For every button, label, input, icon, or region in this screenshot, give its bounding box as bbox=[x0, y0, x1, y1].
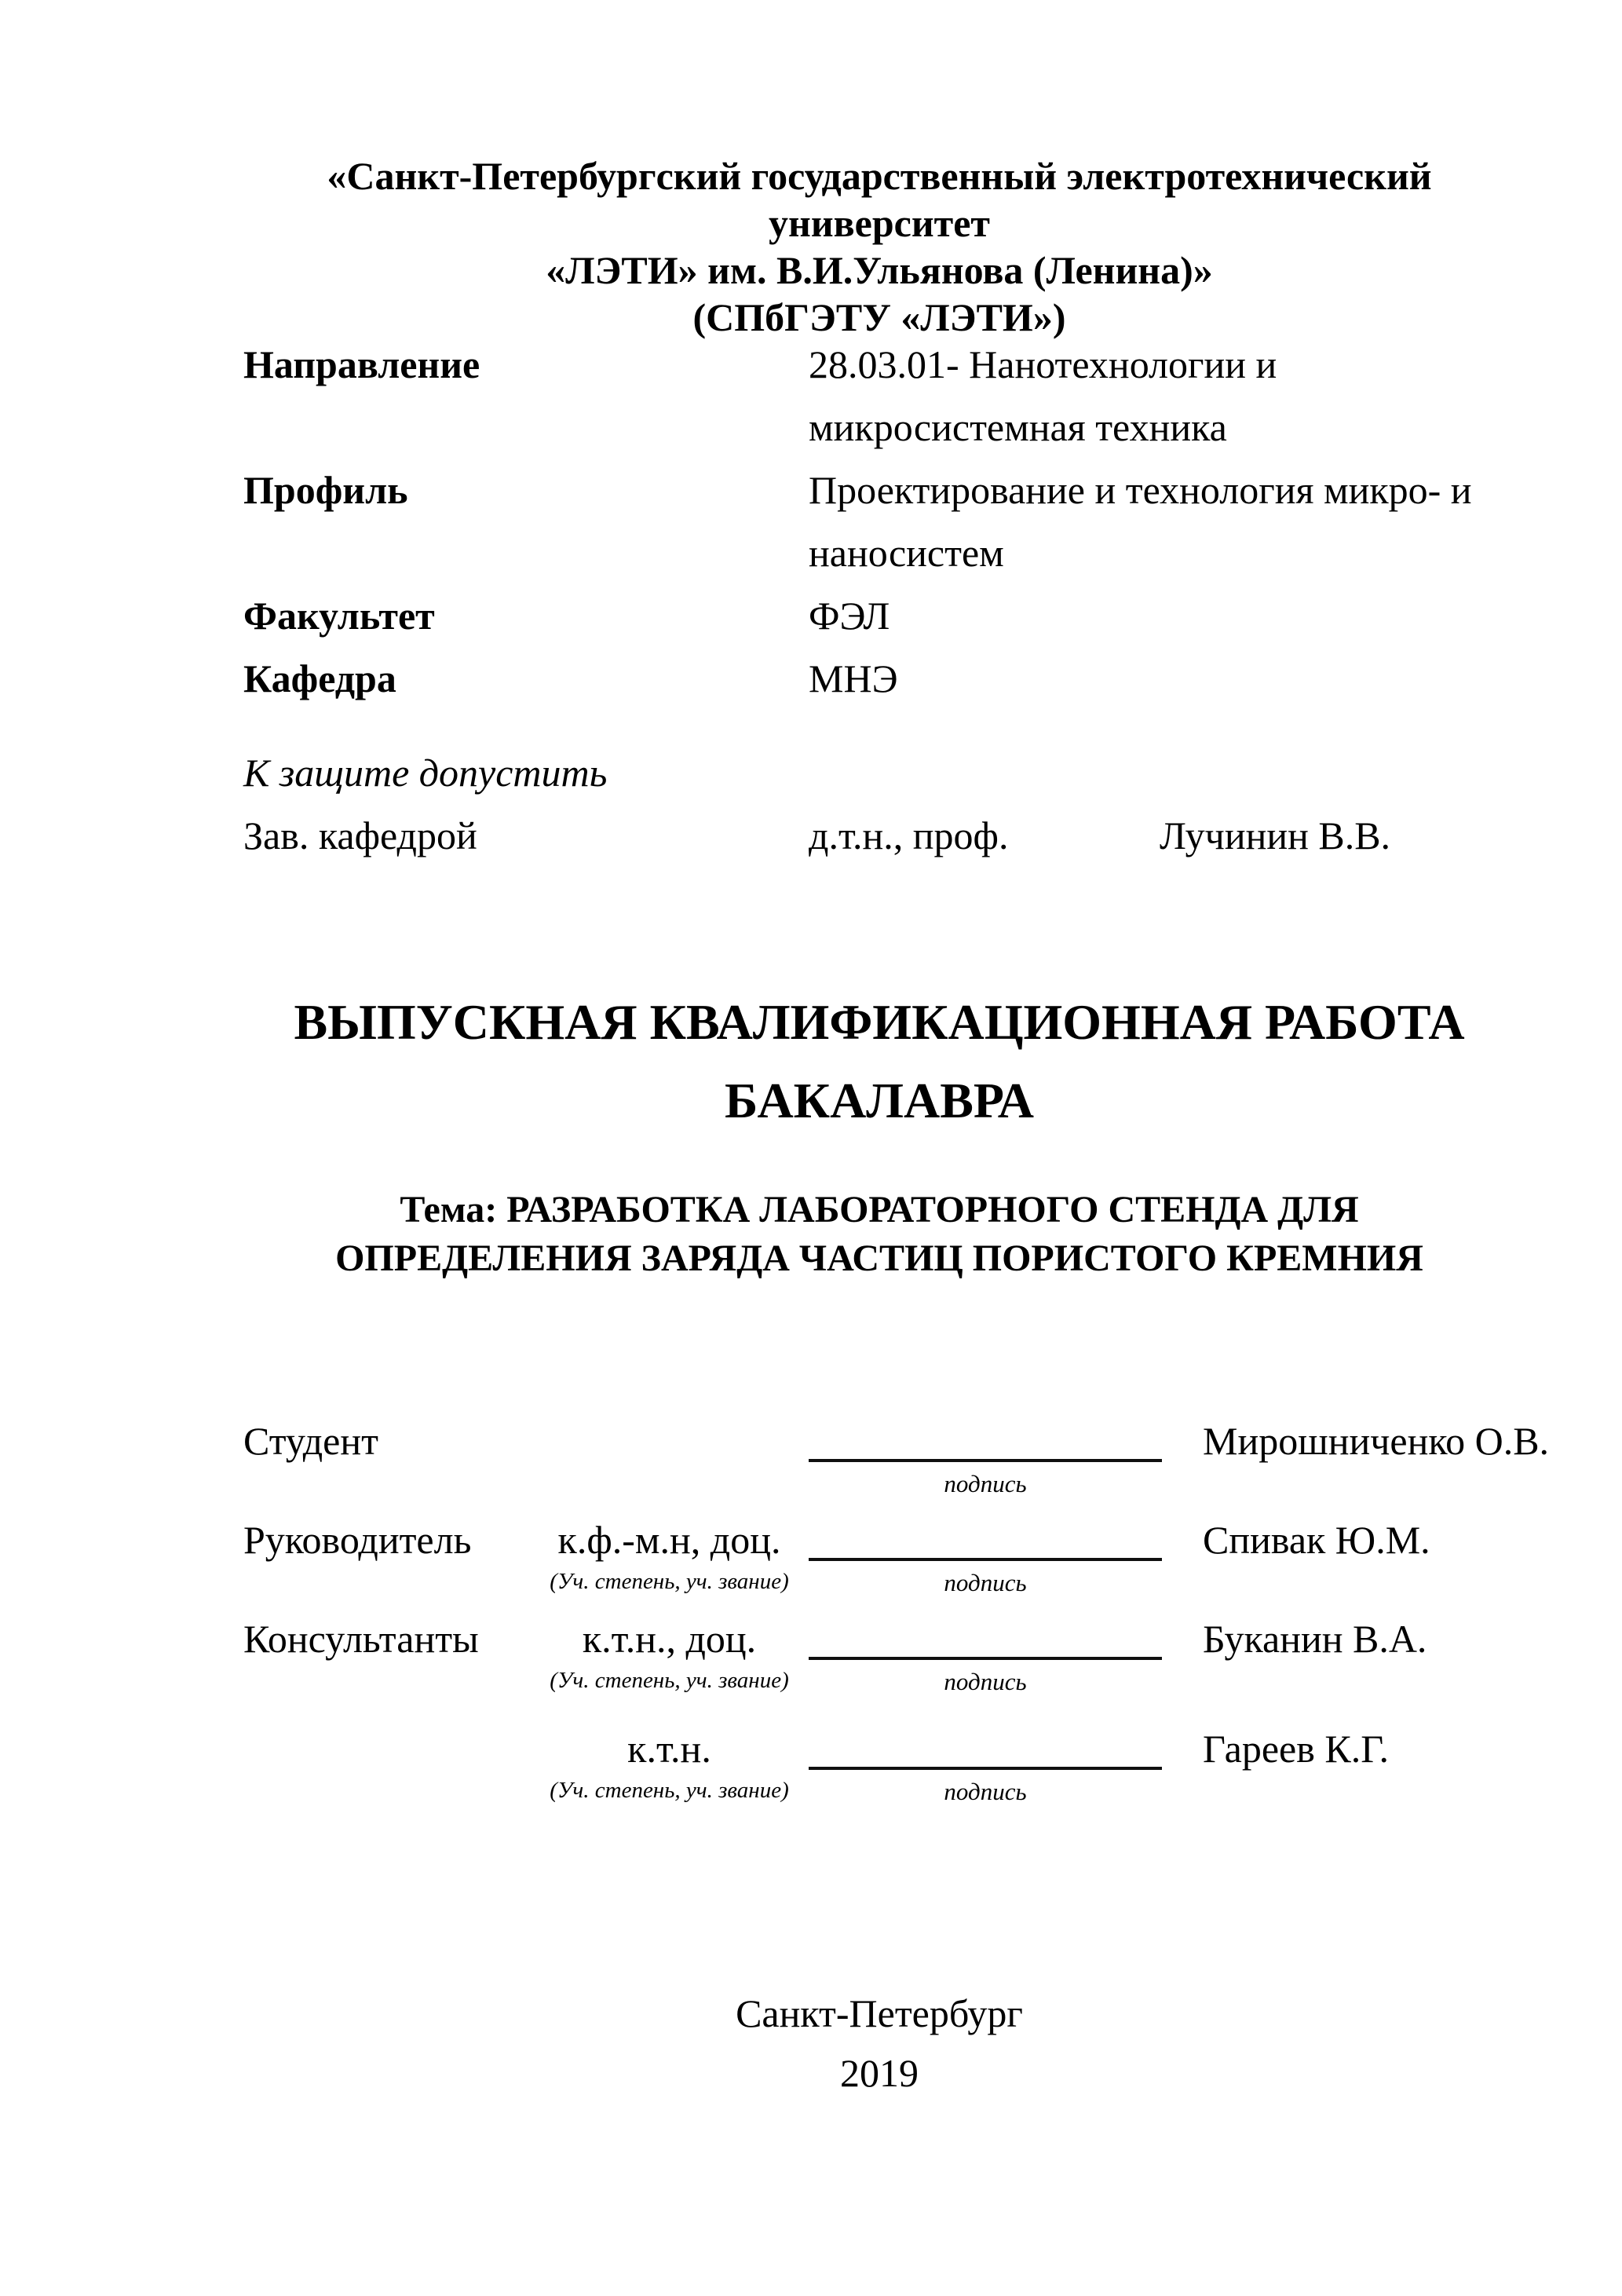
signature-row-student bbox=[243, 1418, 1550, 1514]
field-label-faculty: Факультет bbox=[243, 594, 435, 638]
field-label-direction: Направление bbox=[243, 342, 480, 386]
work-topic bbox=[243, 1186, 1515, 1283]
field-label-empty bbox=[243, 396, 809, 459]
role-label: Студент bbox=[243, 1419, 378, 1463]
signature-row-consultant-1 bbox=[243, 1616, 1515, 1712]
degree-label: к.т.н. bbox=[627, 1727, 711, 1771]
dept-head-name: Лучинин В.В. bbox=[1160, 813, 1391, 857]
person-name: Спивак Ю.М. bbox=[1203, 1518, 1430, 1562]
admission-block bbox=[243, 741, 1391, 867]
dept-head-row bbox=[243, 804, 1391, 867]
field-value-profile-line2: наносистем bbox=[809, 531, 1004, 575]
field-value-direction-line1: 28.03.01- Нанотехнологии и bbox=[809, 342, 1277, 386]
signature-caption: подпись bbox=[944, 1778, 1027, 1805]
signature-caption: подпись bbox=[944, 1668, 1027, 1695]
field-label-empty bbox=[243, 521, 809, 584]
degree-label: к.т.н., доц. bbox=[582, 1617, 757, 1661]
footer-block bbox=[243, 1983, 1515, 2103]
role-label: Руководитель bbox=[243, 1518, 472, 1562]
signature-row-supervisor bbox=[243, 1517, 1515, 1613]
university-name-line3: (СПбГЭТУ «ЛЭТИ») bbox=[692, 295, 1066, 339]
field-value-department: МНЭ bbox=[809, 656, 898, 700]
footer-year: 2019 bbox=[840, 2051, 919, 2095]
signature-line bbox=[809, 1558, 1162, 1561]
footer-city: Санкт-Петербург bbox=[736, 1991, 1023, 2035]
signature-row-consultant-2 bbox=[243, 1726, 1515, 1822]
field-value-faculty: ФЭЛ bbox=[809, 594, 890, 638]
field-value-profile-line1: Проектирование и технология микро- и bbox=[809, 468, 1472, 512]
admission-note: К защите допустить bbox=[243, 751, 608, 795]
program-fields bbox=[243, 333, 1531, 710]
degree-caption: (Уч. степень, уч. звание) bbox=[550, 1569, 789, 1594]
person-name: Гареев К.Г. bbox=[1203, 1727, 1389, 1771]
dept-head-label: Зав. кафедрой bbox=[243, 813, 477, 857]
work-title-line1: ВЫПУСКНАЯ КВАЛИФИКАЦИОННАЯ РАБОТА bbox=[294, 994, 1465, 1050]
signature-line bbox=[809, 1657, 1162, 1660]
person-name: Мирошниченко О.В. bbox=[1203, 1419, 1550, 1463]
field-label-department: Кафедра bbox=[243, 656, 396, 700]
degree-caption: (Уч. степень, уч. звание) bbox=[550, 1778, 789, 1803]
work-title-line2: БАКАЛАВРА bbox=[724, 1073, 1035, 1128]
signature-line bbox=[809, 1459, 1162, 1462]
signature-caption: подпись bbox=[944, 1470, 1027, 1497]
person-name: Буканин В.А. bbox=[1203, 1617, 1427, 1661]
degree-label: к.ф.-м.н, доц. bbox=[557, 1518, 781, 1562]
degree-caption: (Уч. степень, уч. звание) bbox=[550, 1668, 789, 1693]
signature-line bbox=[809, 1767, 1162, 1770]
university-name-line2: «ЛЭТИ» им. В.И.Ульянова (Ленина)» bbox=[546, 248, 1213, 292]
topic-line1: Тема: РАЗРАБОТКА ЛАБОРАТОРНОГО СТЕНДА ДЛЯ bbox=[400, 1189, 1359, 1230]
field-label-profile: Профиль bbox=[243, 468, 408, 512]
field-value-direction-line2: микросистемная техника bbox=[809, 405, 1227, 449]
topic-line2: ОПРЕДЕЛЕНИЯ ЗАРЯДА ЧАСТИЦ ПОРИСТОГО КРЕМНИЯ bbox=[335, 1238, 1423, 1279]
university-name-line1: «Санкт-Петербургский государственный электротехнический университет bbox=[327, 154, 1432, 245]
university-header bbox=[243, 152, 1515, 341]
dept-head-degree: д.т.н., проф. bbox=[809, 813, 1009, 857]
role-label: Консультанты bbox=[243, 1617, 479, 1661]
signature-caption: подпись bbox=[944, 1569, 1027, 1596]
work-title bbox=[243, 983, 1515, 1140]
